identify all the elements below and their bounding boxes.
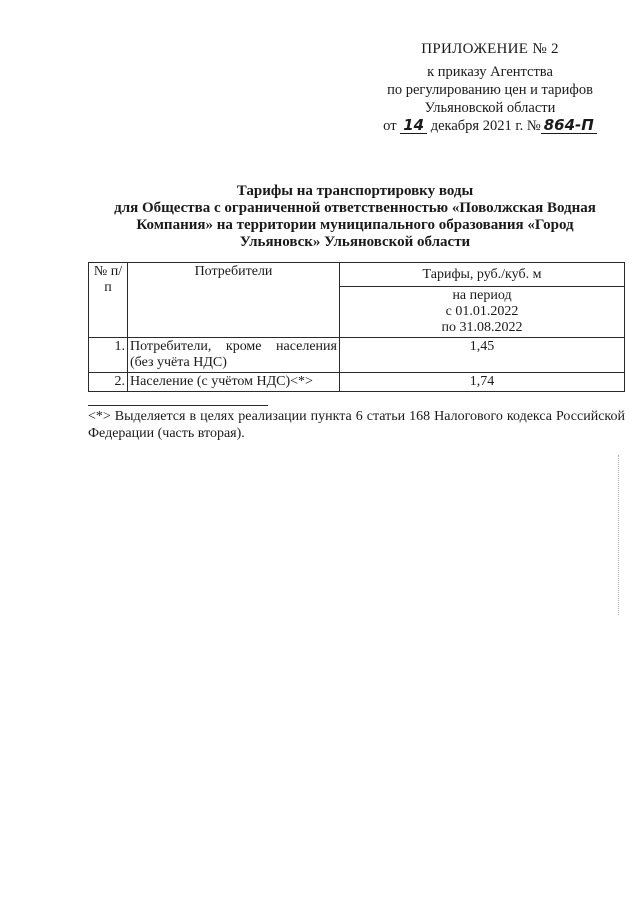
title-line-4: Ульяновск» Ульяновской области xyxy=(239,234,471,250)
row-tariff: 1,74 xyxy=(340,373,625,392)
header-num: № п/п xyxy=(89,263,128,338)
appendix-order-ref: к приказу Агентства xyxy=(427,64,553,80)
title-line-1: Тарифы на транспортировку воды xyxy=(236,183,474,199)
row-tariff: 1,45 xyxy=(340,338,625,373)
order-day-handwritten: 14 xyxy=(400,117,427,134)
order-number-handwritten: 864-П xyxy=(541,117,597,134)
row-consumer: Население (с учётом НДС)<*> xyxy=(128,373,340,392)
title-line-2: для Общества с ограниченной ответственностью «Поволжская Водная xyxy=(114,200,596,216)
header-period xyxy=(340,287,625,338)
period-line-1: на период xyxy=(452,288,512,303)
appendix-region: Ульяновской области xyxy=(424,100,556,116)
period-line-3: по 31.08.2022 xyxy=(441,320,523,335)
table-header-row xyxy=(89,263,625,287)
title-line-3: Компания» на территории муниципального образования «Город xyxy=(136,217,574,233)
appendix-header xyxy=(380,40,600,135)
row-num: 1. xyxy=(89,338,128,373)
footnote-divider xyxy=(88,405,268,406)
period-line-2: с 01.01.2022 xyxy=(445,304,519,319)
appendix-title: ПРИЛОЖЕНИЕ № 2 xyxy=(421,41,559,57)
row-num: 2. xyxy=(89,373,128,392)
order-date-prefix: от xyxy=(383,118,397,134)
order-date-line xyxy=(380,117,600,135)
scan-artifact xyxy=(618,455,622,615)
table-row xyxy=(89,338,625,373)
footnote: <*> Выделяется в целях реализации пункта 6 статьи 168 Налогового кодекса Российской Федерации (часть вторая). xyxy=(88,409,625,441)
header-tariffs: Тарифы, руб./куб. м xyxy=(340,263,625,287)
row-consumer: Потребители, кроме населения (без учёта НДС) xyxy=(128,338,340,373)
header-consumers: Потребители xyxy=(128,263,340,338)
order-date-rest: декабря 2021 г. № xyxy=(430,118,541,134)
tariff-table xyxy=(88,262,625,392)
document-title xyxy=(90,183,620,251)
appendix-agency-name: по регулированию цен и тарифов xyxy=(387,82,593,98)
table-row xyxy=(89,373,625,392)
